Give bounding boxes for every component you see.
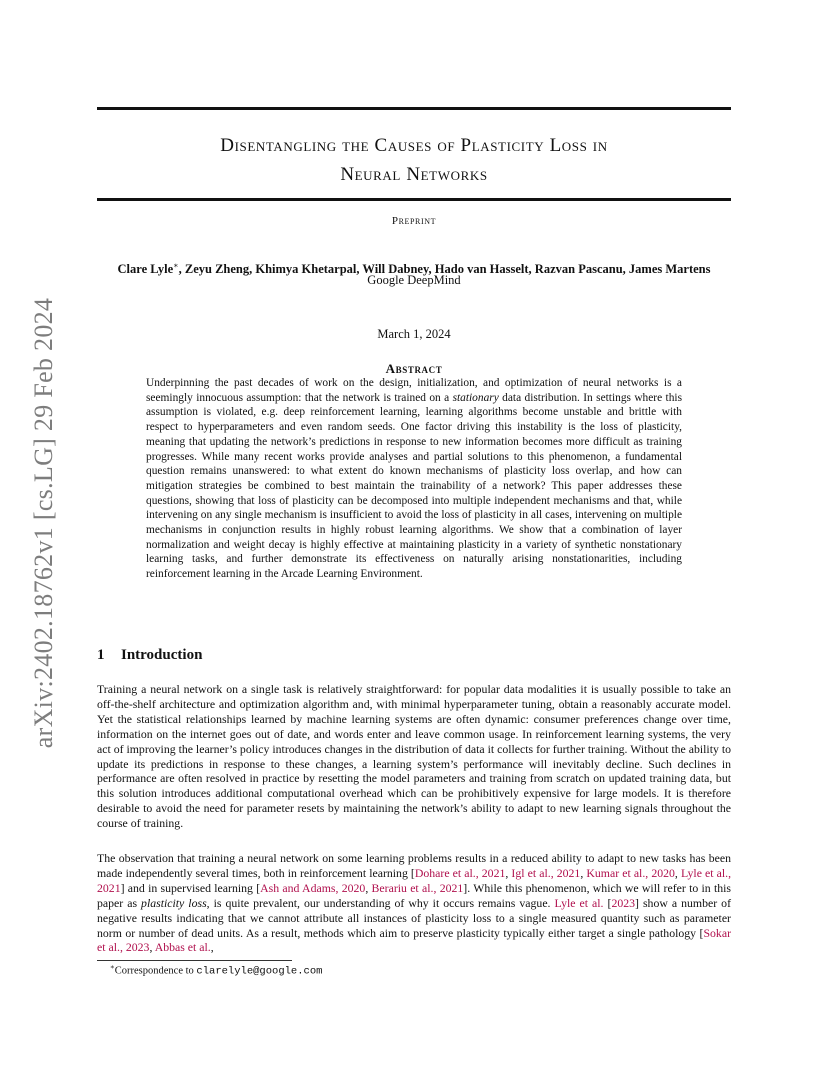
footnote-text: Correspondence to: [114, 965, 197, 977]
title-line-2: Neural Networks: [340, 164, 488, 185]
first-author: Clare Lyle: [117, 262, 174, 277]
footnote-mark: ∗: [110, 963, 115, 971]
other-authors: Zeyu Zheng, Khimya Khetarpal, Will Dabney, Hado van Hasselt, Razvan Pascanu, James Martens: [184, 262, 711, 277]
title-rule-top: [97, 107, 731, 110]
paper-date: March 1, 2024: [377, 327, 451, 341]
abstract-text: Underpinning the past decades of work on the design, initialization, and optimization of neural networks is a seemingly innocuous assumption: that the network is trained on a stationary data distribution. In settings where this assumption is violated, e.g. deep reinforcement learning, learning algorithms become unstable and brittle with respect to hyperparameters and even random seeds. One factor driving this instability is the loss of plasticity, meaning that updating the network’s predictions in response to new information becomes more difficult as training progresses. While many recent works provide analyses and partial solutions to this phenomenon, a fundamental question remains unanswered: to what extent do known mechanisms of plasticity loss overlap, and how can mitigation strategies be combined to best maintain the trainability of a network? This paper addresses these questions, showing that loss of plasticity can be decomposed into multiple independent mechanisms and that, while intervening on any single mechanism is insufficient to avoid the loss of plasticity in all cases, intervening on multiple mechanisms in conjunction results in highly robust learning algorithms. We show that a combination of layer normalization and weight decay is highly effective at maintaining plasticity in a variety of synthetic nonstationary learning tasks, and further demonstrate its effectiveness on naturally arising nonstationarities, including reinforcement learning in the Arcade Learning Environment.: [146, 377, 683, 581]
citation-link[interactable]: Lyle et al., 2021: [97, 865, 732, 895]
section-title: Introduction: [121, 647, 203, 663]
section-heading-introduction: [97, 647, 202, 664]
citation-link[interactable]: 2023: [611, 895, 636, 910]
citation-link[interactable]: Sokar et al., 2023: [97, 925, 731, 955]
citation-link[interactable]: Abbas et al.: [154, 940, 211, 955]
citation-link[interactable]: Kumar et al., 2020: [586, 865, 675, 880]
citation-link[interactable]: Igl et al., 2021: [511, 865, 581, 880]
arxiv-side-identifier: arXiv:2402.18762v1 [cs.LG] 29 Feb 2024: [29, 297, 58, 749]
citation-link[interactable]: Berariu et al., 2021: [371, 880, 464, 895]
citation-link[interactable]: Dohare et al., 2021: [414, 865, 506, 880]
citation-link[interactable]: Lyle et al.: [554, 895, 604, 910]
affiliation: Google DeepMind: [367, 273, 461, 287]
citation-link[interactable]: Ash and Adams, 2020: [260, 880, 366, 895]
title-line-1: Disentangling the Causes of Plasticity Loss in: [220, 135, 608, 156]
paper-title: [97, 131, 731, 189]
preprint-label: Preprint: [391, 215, 437, 227]
title-rule-bottom: [97, 198, 731, 201]
section-number: 1: [97, 647, 105, 663]
corresponding-author-mark: ∗: [173, 261, 179, 270]
footnote-rule: [97, 960, 292, 961]
footnote: [110, 963, 322, 978]
intro-paragraph-2: The observation that training a neural network on some learning problems results in a reduced ability to adapt to new tasks has been made independently several times, both in reinforcement learning [Dohare et al., 2021, Igl et al., 2021, Kumar et al., 2020, Lyle et al., 2021] and in supervised learning [Ash and Adams, 2020, Berariu et al., 2021]. While this phenomenon, which we will refer to in this paper as plasticity loss, is quite prevalent, our understanding of why it occurs remains vague. Lyle et al. [2023] show a number of negative results indicating that we cannot attribute all instances of plasticity loss to a single measured quantity such as parameter norm or number of dead units. As a result, methods which aim to preserve plasticity typically either target a single pathology [Sokar et al., 2023, Abbas et al.,: [97, 851, 732, 955]
footnote-email[interactable]: clarelyle@google.com: [196, 965, 323, 978]
intro-paragraph-1: Training a neural network on a single task is relatively straightforward: for popular data modalities it is usually possible to take an off-the-shelf architecture and optimization algorithm and, with minimal hyperparameter tuning, obtain a reasonably accurate model. Yet the statistical relationships learned by machine learning systems are often dynamic: consumer preferences change over time, information on the internet goes out of date, and words enter and leave common usage. In reinforcement learning systems, the very act of improving the learner’s policy introduces changes in the distribution of data it collects for further training. Without the ability to update its predictions in response to these changes, a learning system’s performance will inevitably decline. Such declines in performance are often resolved in practice by resetting the model parameters and training from scratch on updated training data, but this solution introduces additional computational overhead which can be prohibitively expensive for large models. It is therefore desirable to avoid the need for parameter resets by maintaining the network’s ability to adapt to new learning signals throughout the course of training.: [97, 682, 731, 831]
author-list: Clare Lyle∗, Zeyu Zheng, Khimya Khetarpal, Will Dabney, Hado van Hasselt, Razvan Pascanu, James Martens: [117, 261, 711, 277]
abstract-heading: Abstract: [385, 361, 443, 376]
